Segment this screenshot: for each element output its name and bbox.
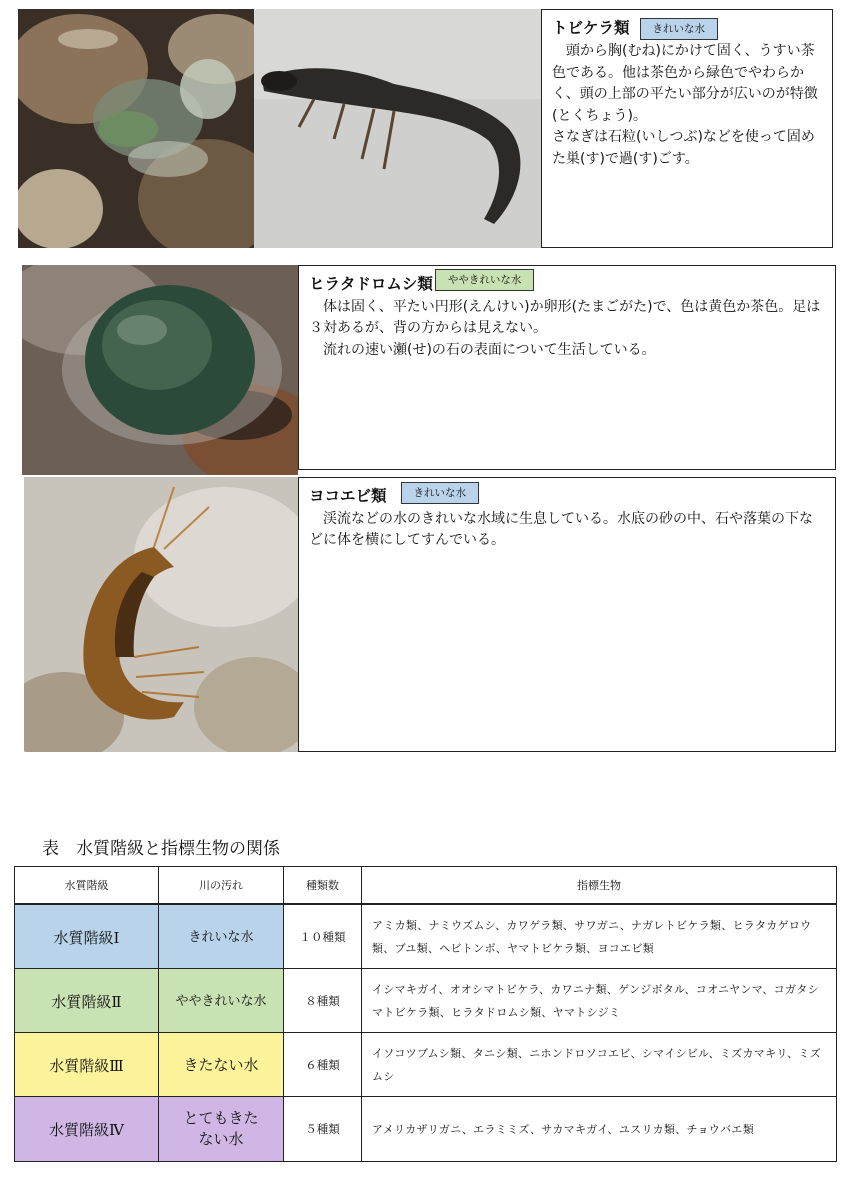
species-name: ヨコエビ類 xyxy=(309,487,387,505)
table-row-organisms: イソコツブムシ類、タニシ類、ニホンドロソコエビ、シマイシビル、ミズカマキリ、ミズムシ xyxy=(361,1032,837,1098)
table-row-dirt: とてもきたない水 xyxy=(158,1096,284,1162)
header-organisms: 指標生物 xyxy=(361,866,837,904)
header-level: 水質階級 xyxy=(14,866,159,904)
table-row-level: 水質階級Ⅰ xyxy=(14,904,159,970)
table-row-count: ５種類 xyxy=(283,1096,362,1162)
description-text: さなぎは石粒(いしつぶ)などを使って固めた巣(す)で過(す)ごす。 xyxy=(552,129,815,167)
description-text: 体は固く、平たい円形(えんけい)か卵形(たまごがた)で、色は黄色か茶色。足は３対あるが、背の方からは見えない。 xyxy=(309,298,821,336)
header-count: 種類数 xyxy=(283,866,362,904)
table-row-dirt: きれいな水 xyxy=(158,904,284,970)
table-row-organisms: アメリカザリガニ、エラミミズ、サカマキガイ、ユスリカ類、チョウバエ類 xyxy=(361,1096,837,1162)
header-dirt: 川の汚れ xyxy=(158,866,284,904)
table-row-organisms: イシマキガイ、オオシマトビケラ、カワニナ類、ゲンジボタル、コオニヤンマ、コガタシマトビケラ類、ヒラタドロムシ類、ヤマトシジミ xyxy=(361,968,837,1034)
species-name: ヒラタドロムシ類 xyxy=(309,275,433,293)
description-text: 渓流などの水のきれいな水域に生息している。水底の砂の中、石や落葉の下などに体を横にしてすんでいる。 xyxy=(309,510,813,548)
table-row-count: １０種類 xyxy=(283,904,362,970)
water-quality-badge: きれいな水 xyxy=(640,18,719,40)
table-row-count: ８種類 xyxy=(283,968,362,1034)
table-caption: 表 水質階級と指標生物の関係 xyxy=(42,839,280,859)
table-row-dirt: きたない水 xyxy=(158,1032,284,1098)
table-row-dirt: ややきれいな水 xyxy=(158,968,284,1034)
table-row-organisms: アミカ類、ナミウズムシ、カワゲラ類、サワガニ、ナガレトビケラ類、ヒラタカゲロウ類、ブユ類、ヘビトンボ、ヤマトビケラ類、ヨコエビ類 xyxy=(361,904,837,970)
table-row-level: 水質階級Ⅳ xyxy=(14,1096,159,1162)
description-text: 流れの速い瀬(せ)の石の表面について生活している。 xyxy=(323,341,656,358)
table-row-count: ６種類 xyxy=(283,1032,362,1098)
table-row-level: 水質階級Ⅱ xyxy=(14,968,159,1034)
species-name: トビケラ類 xyxy=(552,19,630,38)
water-quality-badge: きれいな水 xyxy=(401,482,480,504)
description-text: 頭から胸(むね)にかけて固く、うすい茶色である。他は茶色から緑色でやわらかく、頭の上部の平たい部分が広いのが特徴(とくちょう)。 xyxy=(552,43,818,124)
table-row-level: 水質階級Ⅲ xyxy=(14,1032,159,1098)
water-quality-badge: ややきれいな水 xyxy=(435,269,535,291)
